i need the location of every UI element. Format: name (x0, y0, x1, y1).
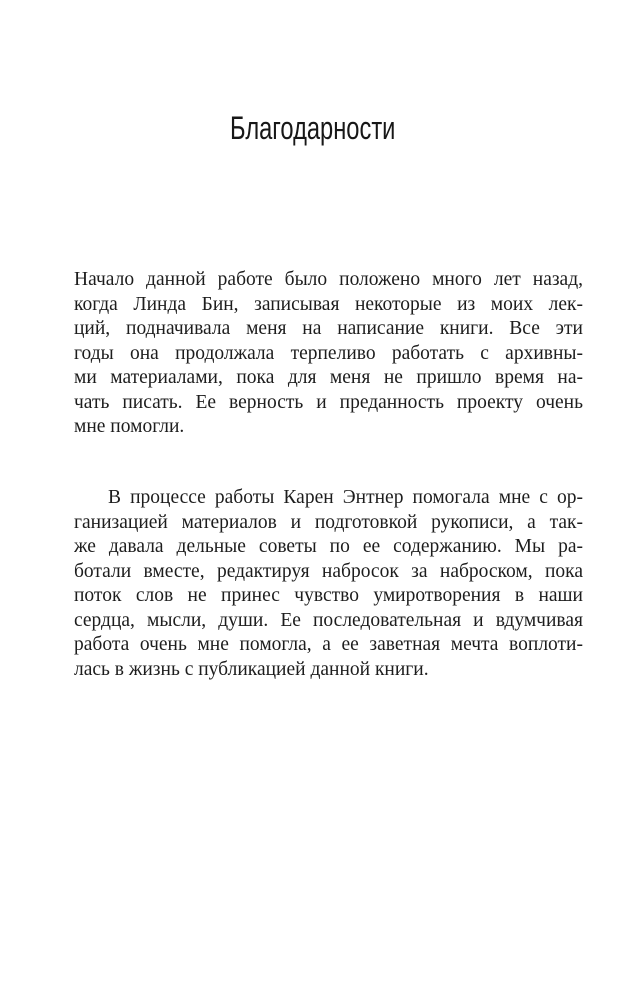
text-line: ми материалами, пока для меня не пришло время на- (74, 367, 583, 388)
paragraph-2 (74, 486, 583, 682)
text-block (74, 268, 583, 682)
paragraph-1 (74, 268, 583, 440)
page-title-text: Благодарности (230, 110, 396, 146)
text-line: поток слов не принес чувство умиротворения в наши (74, 585, 583, 606)
text-line: работа очень мне помогла, а ее заветная мечта воплоти- (74, 634, 583, 655)
text-line: когда Линда Бин, записывая некоторые из моих лек- (74, 293, 583, 315)
text-line: ботали вместе, редактируя набросок за наброском, пока (74, 560, 583, 582)
text-line: Начало данной работе было положено много лет назад, (74, 269, 583, 290)
text-line: годы она продолжала терпеливо работать с архивны- (74, 342, 583, 364)
text-line: ганизацией материалов и подготовкой рукописи, а так- (74, 511, 583, 533)
text-line: же давала дельные советы по ее содержанию. Мы ра- (74, 536, 583, 557)
text-line: мне помогли. (74, 416, 185, 437)
text-line: чать писать. Ее верность и преданность проекту очень (74, 391, 583, 413)
text-line: лась в жизнь с публикацией данной книги. (74, 658, 429, 680)
page-title (0, 112, 644, 144)
text-line: В процессе работы Карен Энтнер помогала мне с ор- (108, 487, 583, 508)
text-line: сердца, мысли, души. Ее последовательная и вдумчивая (74, 609, 583, 631)
text-line: ций, подначивала меня на написание книги. Все эти (74, 318, 583, 339)
